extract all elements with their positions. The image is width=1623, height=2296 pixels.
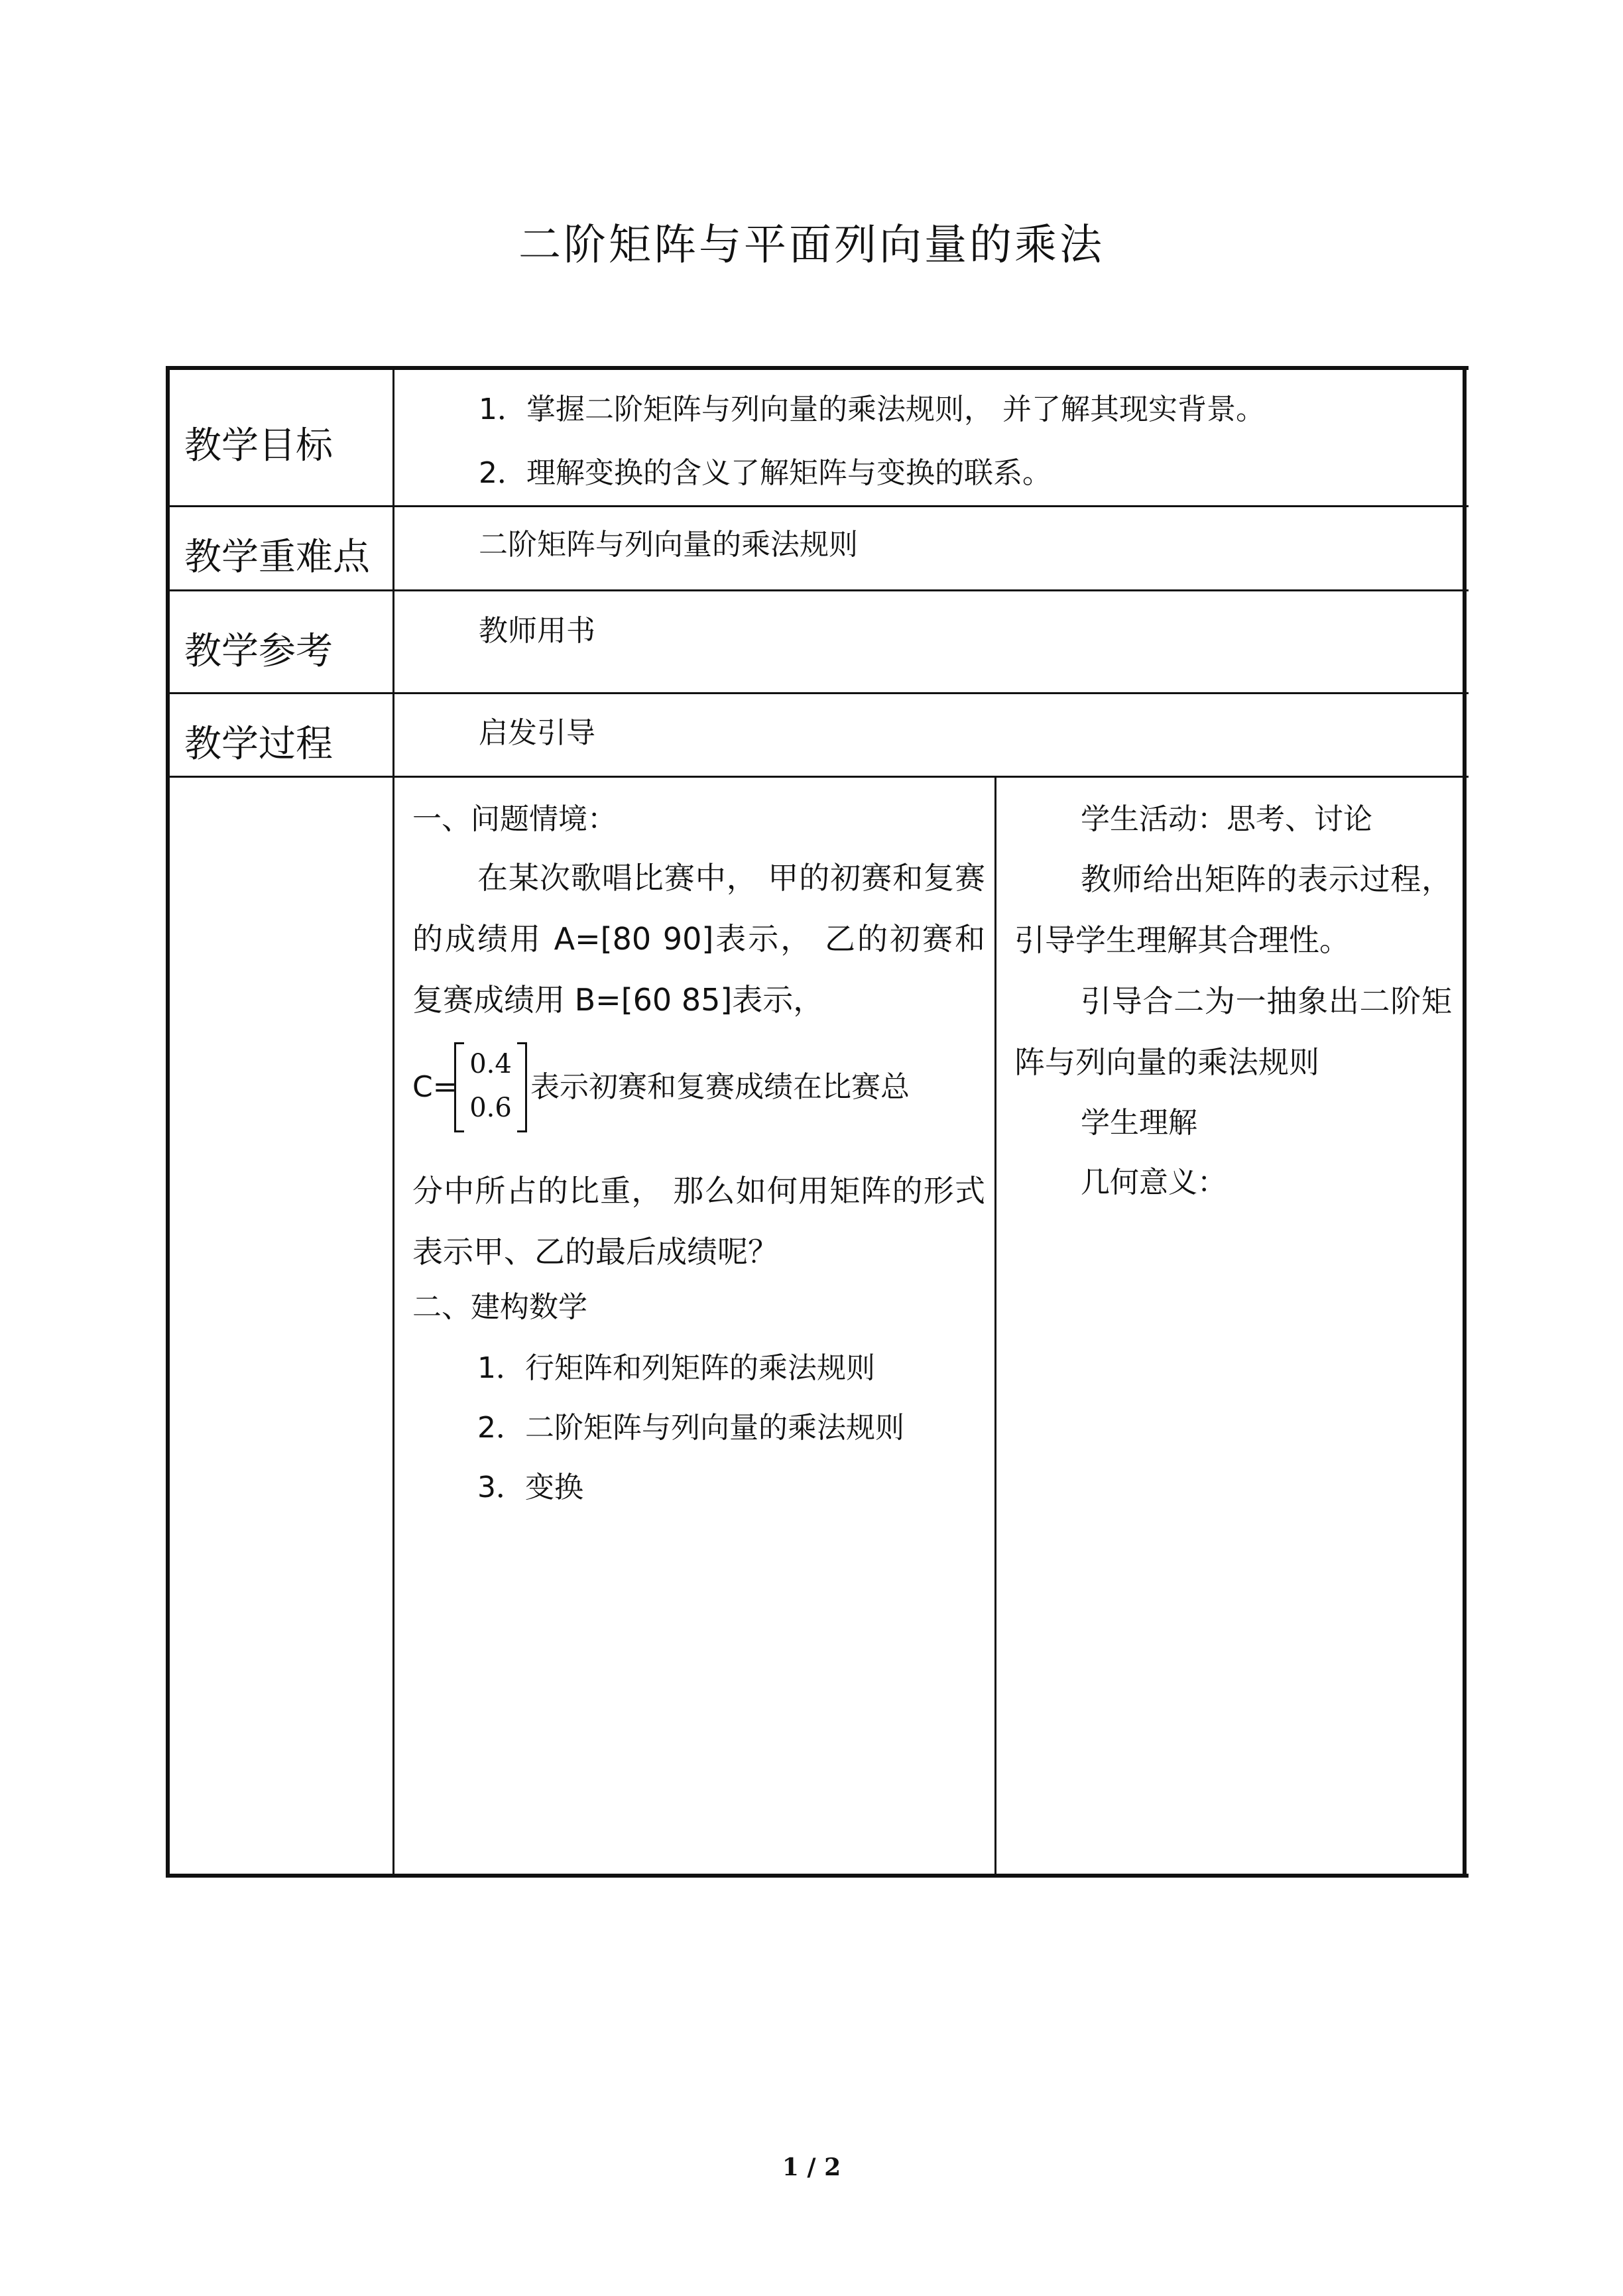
side-line-2: 教师给出矩阵的表示过程，引导学生理解其合理性。 xyxy=(1014,861,1452,958)
key-label: 教学重难点 xyxy=(184,536,370,579)
section2-heading: 二、建构数学 xyxy=(412,1290,587,1324)
side-line-3: 引导合二为一抽象出二阶矩阵与列向量的乘法规则 xyxy=(1014,983,1452,1080)
page-number: 1 / 2 xyxy=(782,2153,841,2181)
key-content: 二阶矩阵与列向量的乘法规则 xyxy=(479,528,858,562)
reference-content: 教师用书 xyxy=(479,614,595,648)
page-title: 二阶矩阵与平面列向量的乘法 xyxy=(518,221,1105,270)
problem-paragraph: 在某次歌唱比赛中， 甲的初赛和复赛的成绩用 A=[80 90]表示， 乙的初赛和复赛成绩用 B=[60 85]表示， xyxy=(412,860,985,1018)
goal-item-2: 2．理解变换的含义了解矩阵与变换的联系。 xyxy=(479,456,1052,490)
side-line-1: 学生活动：思考、讨论 xyxy=(1081,802,1372,836)
side-line-5: 几何意义： xyxy=(1081,1166,1227,1199)
section1-heading: 一、问题情境： xyxy=(412,802,617,836)
c-prefix: C= xyxy=(412,1070,457,1104)
list-item: 2．二阶矩阵与列向量的乘法规则 xyxy=(477,1411,904,1445)
goal-item-1: 1．掌握二阶矩阵与列向量的乘法规则， 并了解其现实背景。 xyxy=(479,393,1265,426)
matrix-entry-2: 0.6 xyxy=(469,1093,512,1123)
list-item: 1．行矩阵和列矩阵的乘法规则 xyxy=(477,1351,875,1385)
weight-matrix xyxy=(454,1042,527,1132)
goals-label: 教学目标 xyxy=(184,424,333,467)
side-line-4: 学生理解 xyxy=(1081,1106,1197,1140)
matrix-entry-1: 0.4 xyxy=(469,1049,512,1079)
question-paragraph: 分中所占的比重， 那么如何用矩阵的形式表示甲、乙的最后成绩呢？ xyxy=(412,1173,985,1270)
reference-label: 教学参考 xyxy=(184,630,333,673)
process-content: 启发引导 xyxy=(479,716,595,750)
c-description: 表示初赛和复赛成绩在比赛总 xyxy=(530,1070,910,1104)
list-item: 3．变换 xyxy=(477,1471,583,1504)
process-label: 教学过程 xyxy=(184,723,333,766)
